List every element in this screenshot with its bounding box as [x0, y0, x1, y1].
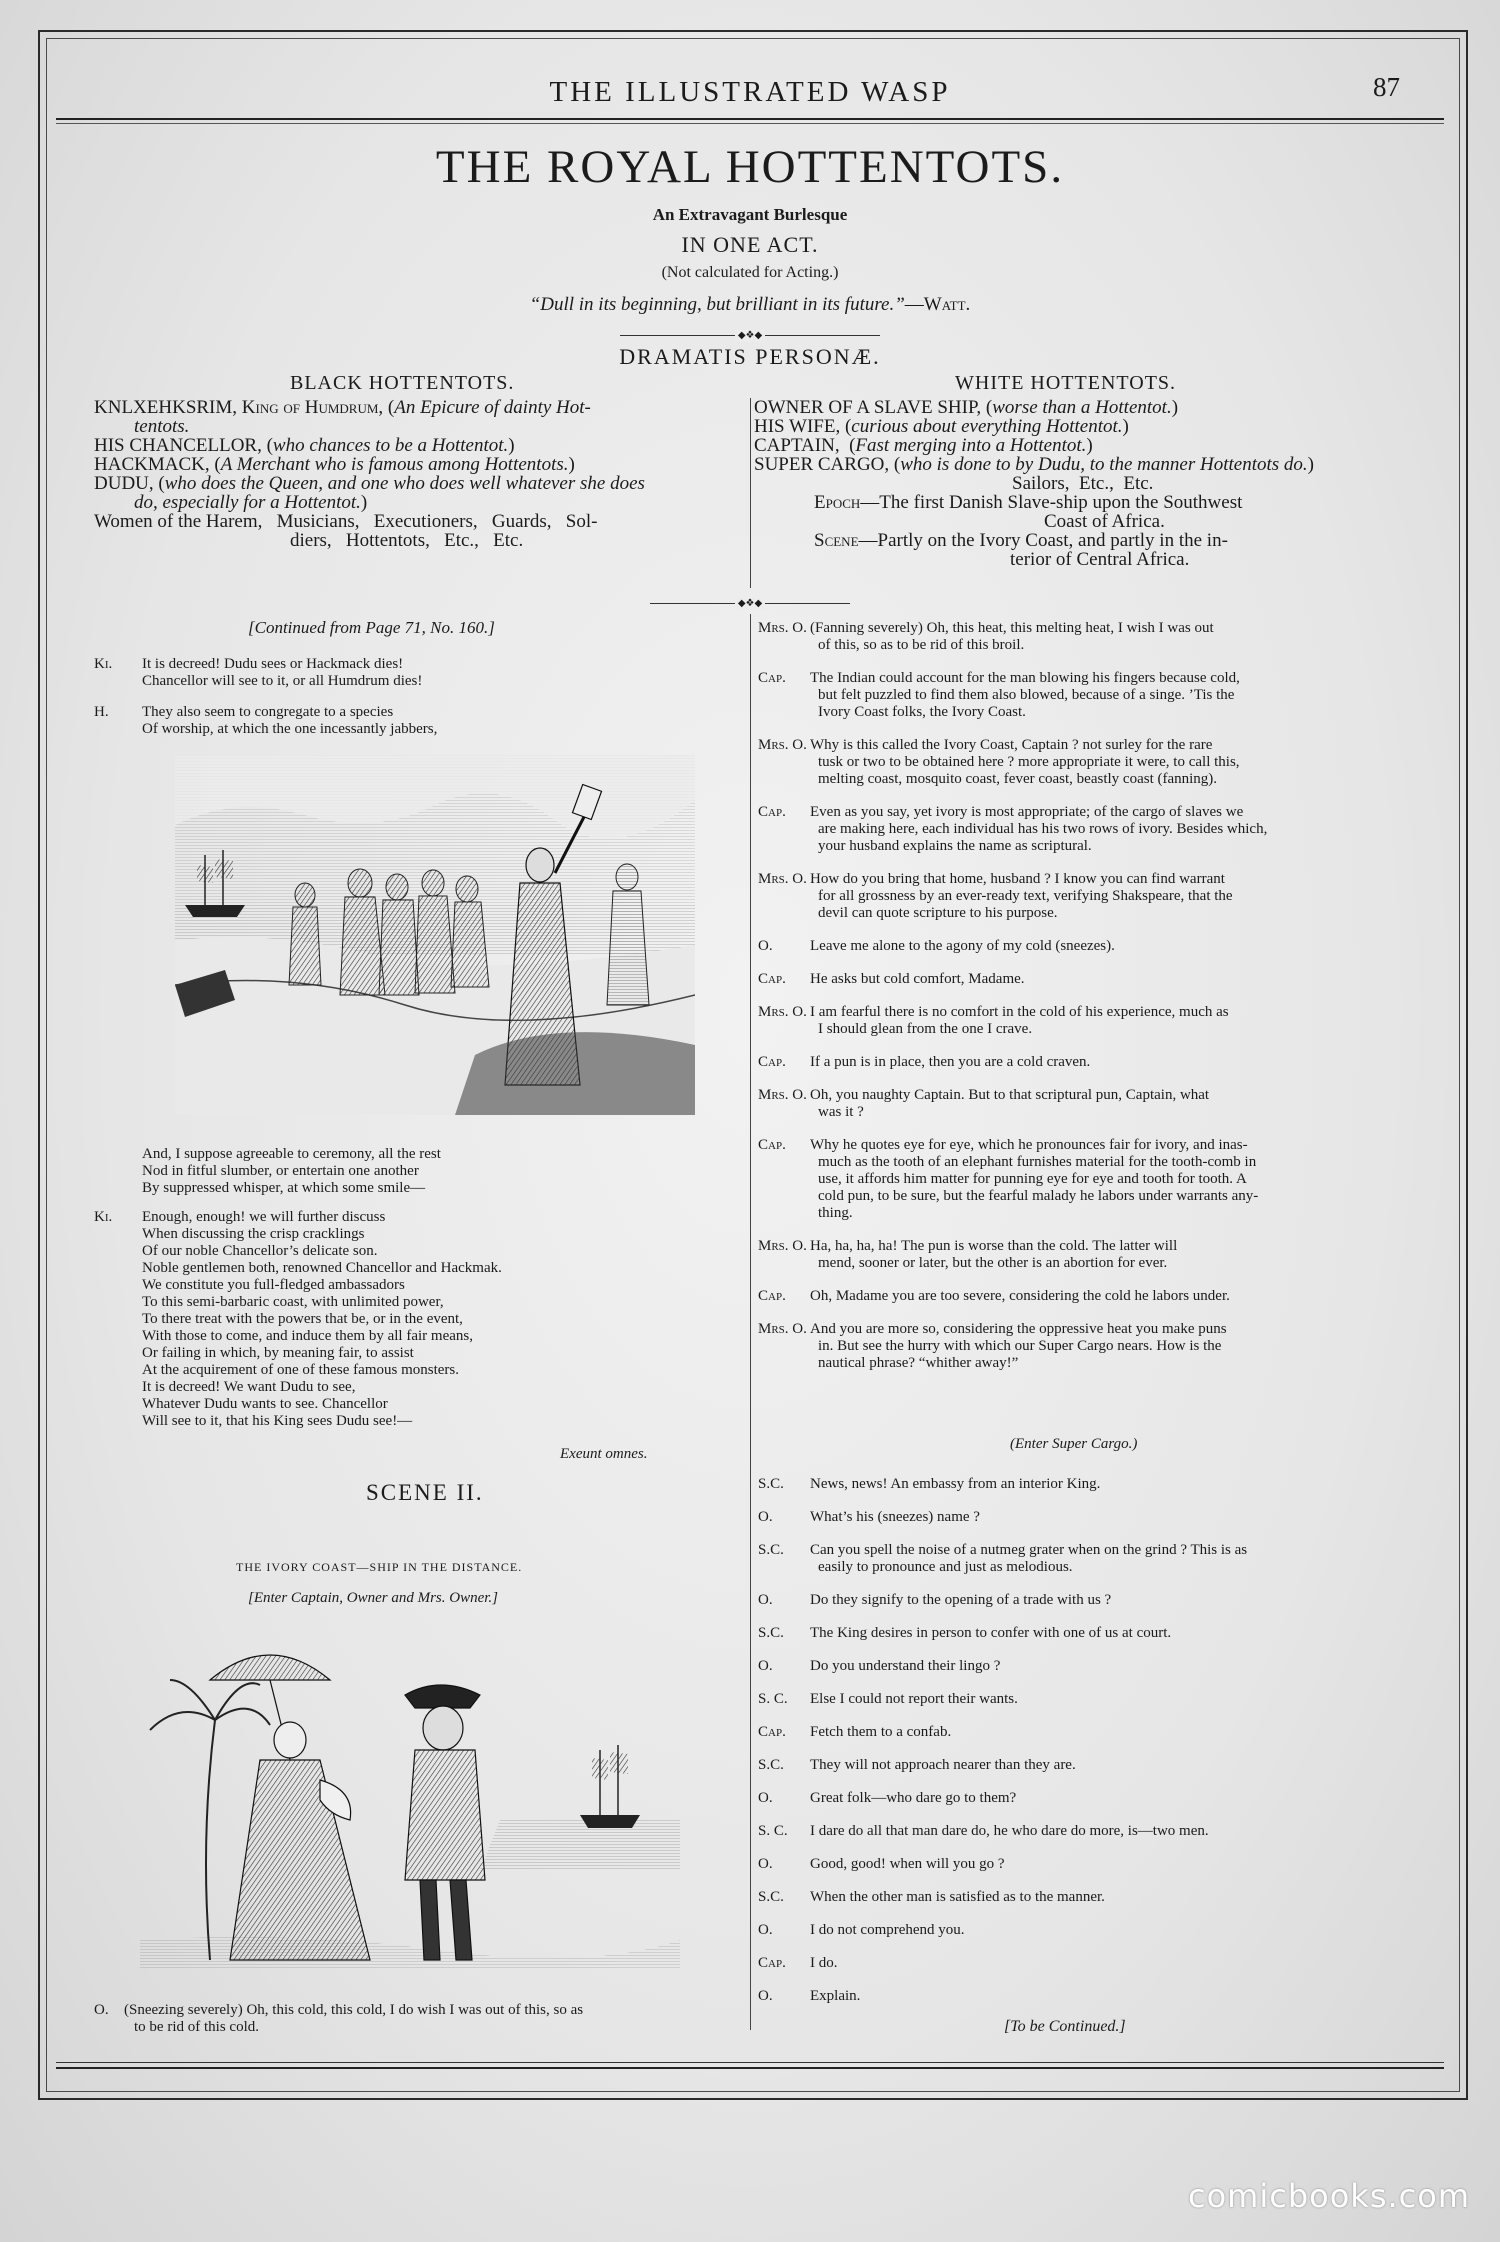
speaker-label: Mrs. O.: [758, 1238, 807, 1254]
dialogue-line: thing.: [818, 1205, 853, 1221]
scene-title: SCENE II.: [366, 1480, 484, 1505]
dialogue-line: Can you spell the noise of a nutmeg grater when on the grind ? This is as: [810, 1542, 1248, 1558]
continued-from-note: [Continued from Page 71, No. 160.]: [248, 618, 495, 637]
header-rule-thin: [56, 123, 1444, 124]
dialogue-line: Do they signify to the opening of a trade with us ?: [810, 1592, 1112, 1608]
enter-super-cargo-direction: (Enter Super Cargo.): [1010, 1436, 1138, 1452]
dialogue-line: for all grossness by an ever-ready text, verifying Shakspeare, that the: [818, 888, 1233, 904]
to-be-continued: [To be Continued.]: [1004, 2018, 1126, 2035]
speaker-label: Cap.: [758, 1137, 786, 1153]
speaker-label: O.: [758, 1988, 773, 2004]
dialogue-entry: [758, 620, 1418, 654]
dialogue-line: Or failing in which, by meaning fair, to assist: [142, 1345, 414, 1361]
cast-line: HACKMACK, (A Merchant who is famous among Hottentots.): [94, 454, 575, 475]
speaker-label: O.: [758, 1658, 773, 1674]
dialogue-entry: [758, 804, 1418, 855]
dialogue-line: The King desires in person to confer with one of us at court.: [810, 1625, 1172, 1641]
dialogue-line: Do you understand their lingo ?: [810, 1658, 1001, 1674]
speaker-label: S. C.: [758, 1691, 788, 1707]
dialogue-line: much as the tooth of an elephant furnishes material for the tooth-comb in: [818, 1154, 1257, 1170]
speaker-label: Ki.: [94, 656, 113, 672]
cast-line: KNLXEHKSRIM, King of Humdrum, (An Epicure of dainty Hot-: [94, 397, 591, 418]
scene-subtitle: THE IVORY COAST—SHIP IN THE DISTANCE.: [236, 1560, 523, 1574]
watermark: comicbooks.com: [1187, 2177, 1470, 2215]
speaker-label: Cap.: [758, 1054, 786, 1070]
speaker-label: Mrs. O.: [758, 737, 807, 753]
illustration-ambassadors: [175, 755, 695, 1115]
speaker-label: O.: [758, 1592, 773, 1608]
dialogue-line: Oh, you naughty Captain. But to that scriptural pun, Captain, what: [810, 1087, 1210, 1103]
dialogue-line: What’s his (sneezes) name ?: [810, 1509, 980, 1525]
ornament-glyph: ◆❖◆: [735, 598, 765, 610]
dialogue-entry: [758, 670, 1418, 721]
right-dialogue-column-2: [758, 1476, 1418, 2021]
white-hottentots-heading: WHITE HOTTENTOTS.: [955, 372, 1177, 394]
left-dialogue-mid: [94, 1146, 734, 1430]
dialogue-entry: [758, 1625, 1418, 1642]
distant-ship-drawing: [580, 1745, 640, 1828]
dialogue-entry: [758, 1592, 1418, 1609]
cast-line: SUPER CARGO, (who is done to by Dudu, to the manner Hottentots do.): [754, 454, 1314, 475]
dialogue-line: When the other man is satisfied as to the manner.: [810, 1889, 1105, 1905]
mrs-owner-figure: [210, 1655, 370, 1960]
speaker-label: Mrs. O.: [758, 1004, 807, 1020]
dialogue-line: Ha, ha, ha, ha! The pun is worse than the cold. The latter will: [810, 1238, 1178, 1254]
dialogue-line: I am fearful there is no comfort in the cold of his experience, much as: [810, 1004, 1229, 1020]
dialogue-entry: [758, 1542, 1418, 1576]
dialogue-entry: [94, 1209, 734, 1430]
motto: [56, 294, 1444, 316]
running-title: THE ILLUSTRATED WASP: [549, 76, 951, 108]
cast-line: diers, Hottentots, Etc., Etc.: [290, 530, 524, 551]
dialogue-entry: [758, 938, 1418, 955]
motto-author: —Watt.: [904, 294, 971, 315]
dramatis-title: DRAMATIS PERSONÆ.: [619, 344, 881, 369]
dialogue-line: Explain.: [810, 1988, 861, 2004]
black-hottentots-heading: BLACK HOTTENTOTS.: [290, 372, 515, 394]
dialogue-line: Why is this called the Ivory Coast, Captain ? not surley for the rare: [810, 737, 1213, 753]
dialogue-entry: [94, 1146, 734, 1197]
dialogue-entry: [758, 1238, 1418, 1272]
dialogue-line: By suppressed whisper, at which some smile—: [142, 1180, 426, 1196]
speaker-label: H.: [94, 704, 109, 720]
dialogue-line: nautical phrase? “whither away!”: [818, 1355, 1019, 1371]
dialogue-line: use, it affords him matter for punning eye for eye and tooth for tooth. A: [818, 1171, 1247, 1187]
dialogue-line: It is decreed! We want Dudu to see,: [142, 1379, 356, 1395]
dialogue-line: but felt puzzled to find them also blowed, because of a singe. ’Tis the: [818, 687, 1235, 703]
speaker-label: Mrs. O.: [758, 1087, 807, 1103]
dialogue-line: Fetch them to a confab.: [810, 1724, 952, 1740]
dialogue-line: I do not comprehend you.: [810, 1922, 965, 1938]
speaker-label: O.: [94, 2002, 109, 2018]
speaker-label: O.: [758, 1922, 773, 1938]
dialogue-entry: [758, 1004, 1418, 1038]
dialogue-entry: [758, 1509, 1418, 1526]
speaker-label: Ki.: [94, 1209, 113, 1225]
dialogue-entry: [758, 737, 1418, 788]
dialogue-line: When discussing the crisp cracklings: [142, 1226, 365, 1242]
header-rule: [56, 118, 1444, 120]
dialogue-entry: [758, 1955, 1418, 1972]
dialogue-line: He asks but cold comfort, Madame.: [810, 971, 1025, 987]
dialogue-entry: [94, 2002, 744, 2036]
speaker-label: S. C.: [758, 1823, 788, 1839]
speaker-label: Cap.: [758, 670, 786, 686]
dialogue-line: With those to come, and induce them by all fair means,: [142, 1328, 473, 1344]
dialogue-entry: [758, 1922, 1418, 1939]
scene-stage-direction: [Enter Captain, Owner and Mrs. Owner.]: [248, 1590, 499, 1606]
dialogue-line: Oh, Madame you are too severe, considering the cold he labors under.: [810, 1288, 1230, 1304]
dialogue-entry: [758, 1087, 1418, 1121]
dialogue-line: Why he quotes eye for eye, which he pronounces fair for ivory, and inas-: [810, 1137, 1248, 1153]
dialogue-line: easily to pronounce and just as melodious.: [818, 1559, 1073, 1575]
motto-quote: “Dull in its beginning, but brilliant in its future.”: [529, 294, 905, 315]
footer-rule: [56, 2062, 1444, 2063]
captain-figure: [405, 1685, 485, 1960]
dialogue-line: To this semi-barbaric coast, with unlimited power,: [142, 1294, 444, 1310]
dialogue-line: cold pun, to be sure, but the fearful malady he labors under warrants any-: [818, 1188, 1259, 1204]
dialogue-entry: [758, 1288, 1418, 1305]
dialogue-entry: [758, 1757, 1418, 1774]
illustration-captain-and-mrs-owner: [140, 1640, 680, 1970]
ornament-rule: [650, 598, 850, 610]
dialogue-line: devil can quote scripture to his purpose.: [818, 905, 1058, 921]
speaker-label: Cap.: [758, 971, 786, 987]
dialogue-line: Great folk—who dare go to them?: [810, 1790, 1017, 1806]
speaker-label: S.C.: [758, 1889, 784, 1905]
dialogue-line: It is decreed! Dudu sees or Hackmack dies!: [142, 656, 404, 672]
dialogue-line: Nod in fitful slumber, or entertain one another: [142, 1163, 419, 1179]
dialogue-entry: [758, 1054, 1418, 1071]
speaker-label: S.C.: [758, 1542, 784, 1558]
ornament-rule: [620, 330, 880, 342]
speaker-label: O.: [758, 938, 773, 954]
dialogue-line: Even as you say, yet ivory is most appropriate; of the cargo of slaves we: [810, 804, 1244, 820]
dialogue-line: Leave me alone to the agony of my cold (sneezes).: [810, 938, 1115, 954]
speaker-label: Mrs. O.: [758, 1321, 807, 1337]
dialogue-line: was it ?: [818, 1104, 864, 1120]
left-dialogue-bottom: [94, 2002, 744, 2036]
dialogue-line: I should glean from the one I crave.: [818, 1021, 1033, 1037]
dialogue-line: Ivory Coast folks, the Ivory Coast.: [818, 704, 1026, 720]
speaker-label: Mrs. O.: [758, 620, 807, 636]
ornament-glyph: ◆❖◆: [735, 330, 765, 342]
column-divider: [750, 614, 751, 2030]
cast-line: Scene—Partly on the Ivory Coast, and partly in the in-: [814, 530, 1228, 551]
dialogue-entry: [758, 1658, 1418, 1675]
speaker-label: Cap.: [758, 1955, 786, 1971]
footer-rule-thick: [56, 2067, 1444, 2069]
dialogue-line: They will not approach nearer than they are.: [810, 1757, 1076, 1773]
dialogue-line: in. But see the hurry with which our Super Cargo nears. How is the: [818, 1338, 1222, 1354]
cast-line: do, especially for a Hottentot.): [134, 492, 368, 513]
acting-note: (Not calculated for Acting.): [661, 264, 839, 281]
dialogue-entry: [758, 1790, 1418, 1807]
dialogue-entry: [94, 656, 734, 690]
right-dialogue-column: [758, 620, 1418, 1388]
dialogue-line: Of worship, at which the one incessantly jabbers,: [142, 721, 438, 737]
cast-divider: [750, 398, 751, 588]
dialogue-line: The Indian could account for the man blowing his fingers because cold,: [810, 670, 1240, 686]
dialogue-line: Chancellor will see to it, or all Humdrum dies!: [142, 673, 423, 689]
cast-line: Epoch—The first Danish Slave-ship upon the Southwest: [814, 492, 1243, 513]
speaker-label: Mrs. O.: [758, 871, 807, 887]
white-cast-list: [754, 398, 1414, 569]
page-number: 87: [1373, 72, 1400, 102]
dialogue-line: And, I suppose agreeable to ceremony, all the rest: [142, 1146, 441, 1162]
speaker-label: O.: [758, 1856, 773, 1872]
cast-line: HIS CHANCELLOR, (who chances to be a Hottentot.): [94, 435, 515, 456]
dialogue-line: They also seem to congregate to a species: [142, 704, 394, 720]
dialogue-entry: [758, 1724, 1418, 1741]
dialogue-line: Enough, enough! we will further discuss: [142, 1209, 386, 1225]
dialogue-entry: [758, 1856, 1418, 1873]
dialogue-line: We constitute you full-fledged ambassadors: [142, 1277, 405, 1293]
cast-line: Sailors, Etc., Etc.: [1012, 473, 1154, 494]
cast-line: Women of the Harem, Musicians, Executioners, Guards, Sol-: [94, 511, 598, 532]
speaker-label: S.C.: [758, 1757, 784, 1773]
speaker-label: Cap.: [758, 804, 786, 820]
exeunt-direction: Exeunt omnes.: [560, 1446, 648, 1462]
dialogue-line: Of our noble Chancellor’s delicate son.: [142, 1243, 378, 1259]
dialogue-entry: [758, 971, 1418, 988]
cast-line: terior of Central Africa.: [1010, 549, 1190, 570]
cast-line: CAPTAIN, (Fast merging into a Hottentot.): [754, 435, 1093, 456]
speaker-label: Cap.: [758, 1288, 786, 1304]
dialogue-line: At the acquirement of one of these famous monsters.: [142, 1362, 459, 1378]
dialogue-line: News, news! An embassy from an interior King.: [810, 1476, 1101, 1492]
cast-line: HIS WIFE, (curious about everything Hottentot.): [754, 416, 1129, 437]
running-head: [60, 72, 1440, 112]
dialogue-line: If a pun is in place, then you are a cold craven.: [810, 1054, 1091, 1070]
dialogue-line: Noble gentlemen both, renowned Chancellor and Hackmak.: [142, 1260, 502, 1276]
dialogue-line: I dare do all that man dare do, he who dare do more, is—two men.: [810, 1823, 1209, 1839]
speaker-label: Cap.: [758, 1724, 786, 1740]
black-cast-list: [94, 398, 744, 550]
dialogue-line: (Fanning severely) Oh, this heat, this melting heat, I wish I was out: [810, 620, 1214, 636]
dialogue-line: Good, good! when will you go ?: [810, 1856, 1005, 1872]
dialogue-entry: [758, 1889, 1418, 1906]
speaker-label: O.: [758, 1790, 773, 1806]
dialogue-entry: [758, 1476, 1418, 1493]
cast-line: OWNER OF A SLAVE SHIP, (worse than a Hottentot.): [754, 397, 1179, 418]
dialogue-entry: [758, 1988, 1418, 2005]
left-dialogue-top: [94, 656, 734, 738]
dialogue-line: are making here, each individual has his two rows of ivory. Besides which,: [818, 821, 1268, 837]
cast-line: DUDU, (who does the Queen, and one who does well whatever she does: [94, 473, 645, 494]
dialogue-line: mend, sooner or later, but the other is an abortion for ever.: [818, 1255, 1168, 1271]
speaker-label: S.C.: [758, 1476, 784, 1492]
dialogue-line: How do you bring that home, husband ? I know you can find warrant: [810, 871, 1225, 887]
dialogue-line: To there treat with the powers that be, or in the event,: [142, 1311, 463, 1327]
speaker-label: O.: [758, 1509, 773, 1525]
dialogue-entry: [758, 1321, 1418, 1372]
dialogue-entry: [94, 704, 734, 738]
dialogue-line: (Sneezing severely) Oh, this cold, this cold, I do wish I was out of this, so as: [124, 2002, 584, 2018]
subtitle: An Extravagant Burlesque: [652, 205, 848, 224]
dialogue-entry: [758, 871, 1418, 922]
act-label: IN ONE ACT.: [681, 232, 819, 257]
dialogue-line: I do.: [810, 1955, 838, 1971]
dialogue-line: Will see to it, that his King sees Dudu see!—: [142, 1413, 413, 1429]
dialogue-line: And you are more so, considering the oppressive heat you make puns: [810, 1321, 1227, 1337]
page-title: THE ROYAL HOTTENTOTS.: [435, 141, 1065, 193]
dialogue-entry: [758, 1823, 1418, 1840]
cast-line: Coast of Africa.: [1044, 511, 1165, 532]
dialogue-entry: [758, 1691, 1418, 1708]
dialogue-line: of this, so as to be rid of this broil.: [818, 637, 1025, 653]
dialogue-line: to be rid of this cold.: [134, 2019, 259, 2035]
speaker-label: S.C.: [758, 1625, 784, 1641]
dialogue-line: Whatever Dudu wants to see. Chancellor: [142, 1396, 388, 1412]
dialogue-line: your husband explains the name as scriptural.: [818, 838, 1092, 854]
dialogue-line: Else I could not report their wants.: [810, 1691, 1018, 1707]
dialogue-line: tusk or two to be obtained here ? more appropriate it were, to call this,: [818, 754, 1240, 770]
dialogue-line: melting coast, mosquito coast, fever coast, beastly coast (fanning).: [818, 771, 1218, 787]
dialogue-entry: [758, 1137, 1418, 1222]
cast-line: tentots.: [134, 416, 190, 437]
